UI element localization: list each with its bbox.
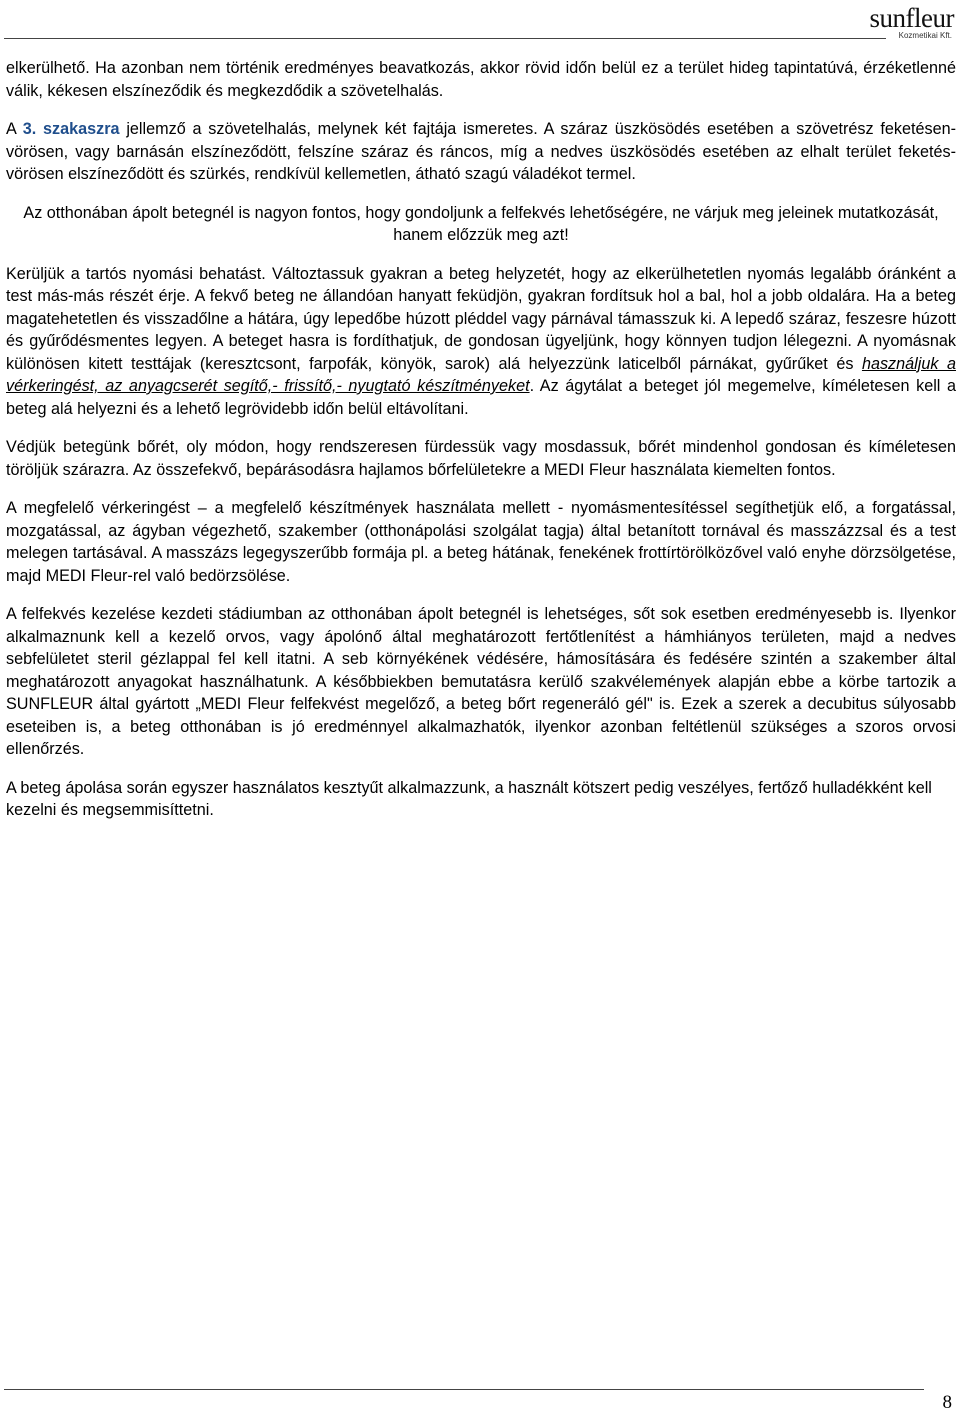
document-body <box>6 57 956 838</box>
page-number: 8 <box>942 1392 952 1413</box>
p2-lead: A <box>6 120 23 138</box>
p4-tail: . Az ágytálat a beteget jól megemelve, kíméletesen kell a beteg alá helyezni és a lehető legrövidebb időn belül eltávolítani. <box>6 377 956 418</box>
paragraph-7: A felfekvés kezelése kezdeti stádiumban az otthonában ápolt betegnél is lehetséges, sőt sok esetben eredményesebb is. Ilyenkor alkalmaznunk kell a kezelő orvos, vagy ápolónő által meghatározott fertőtlenítést a hámhiányos területen, majd a nedves sebfelületet steril gézlappal fel kell itatni. A seb környékének védésére, hámosítására és fedésére szintén a szakember által meghatározott anyagokat használhatunk. A későbbiekben bemutatásra kerülő szakvélemények alapján ebbe a körbe tartozik a SUNFLEUR által gyártott „MEDI Fleur felfekvést megelőző, a beteg bőrt regeneráló gél" is. Ezek a szerek a decubitus súlyosabb eseteiben is, a beteg otthonában is jó eredménnyel alkalmazhatók, ilyenkor azonban feltétlenül szükséges a szoros orvosi ellenőrzés. <box>6 605 956 758</box>
paragraph-3-emphasis: Az otthonában ápolt betegnél is nagyon fontos, hogy gondoljunk a felfekvés lehetőségére, ne várjuk meg jeleinek mutatkozását, hanem előzzük meg azt! <box>23 203 939 244</box>
p4-underlined: használjuk a vérkeringést, az anyagcserét segítő,- frissítő,- nyugtató készítményeket <box>6 354 956 395</box>
paragraph-8: A beteg ápolása során egyszer használatos kesztyűt alkalmazzunk, a használt kötszert pedig veszélyes, fertőző hulladékként kell kezelni és megsemmisíttetni. <box>6 778 932 819</box>
paragraph-2 <box>6 118 956 186</box>
logo-subtitle: Kozmetikai Kft. <box>898 31 952 40</box>
paragraph-1: elkerülhető. Ha azonban nem történik eredményes beavatkozás, akkor rövid időn belül ez a terület hideg tapintatúvá, érzéketlenné válik, kékesen elszíneződik és megkezdődik a szövetelhalás. <box>6 59 956 100</box>
logo-wordmark: sunfleur <box>869 3 954 33</box>
paragraph-4 <box>6 263 956 421</box>
paragraph-5: Védjük betegünk bőrét, oly módon, hogy rendszeresen fürdessük vagy mosdassuk, bőrét mindenhol gondosan és kíméletesen töröljük szárazra. Az összefekvő, bepárásodásra hajlamos bőrfelületekre a MEDI Fleur használata kiemelten fontos. <box>6 438 956 479</box>
p4-body: Kerüljük a tartós nyomási behatást. Változtassuk gyakran a beteg helyzetét, hogy az elkerülhetetlen nyomás legalább óránként a test más-más részét érje. A fekvő beteg ne állandóan hanyatt feküdjön, gyakran fordítsuk hol a bal, hol a jobb oldalára. Ha a beteg magatehetetlen és visszadőlne a hátára, úgy lepedőbe húzott pléddel vagy párnával támasszuk ki. A lepedő száraz, feszesre húzott és gyűrődésmentes legyen. A beteget hasra is fordíthatjuk, de gondosan ügyeljünk, hogy könnyen tudjon lélegezni. A nyomásnak különösen kitett testtájak (keresztcsont, farpofák, könyök, sarok) alá helyezzünk laticelből párnákat, gyűrűket és <box>6 264 956 373</box>
p2-body: jellemző a szövetelhalás, melynek két fajtája ismeretes. A száraz üszkösödés esetében a szövetrész feketésen-vörösen, vagy barnásán elszíneződött, felszíne száraz és ráncos, míg a nedves üszkösödés esetében az elhalt terület feketés-vörösen elszíneződött és szürkés, rendkívül kellemetlen, átható szagú váladékot termel. <box>6 120 956 183</box>
p2-space <box>36 120 43 138</box>
stage-label: szakaszra <box>43 120 120 138</box>
paragraph-6: A megfelelő vérkeringést – a megfelelő készítmények használata mellett - nyomásmentesítéssel segíthetjük elő, a forgatással, mozgatással, az ágyban végezhető, szakember (otthonápolási szolgálat tagja) által betanított tornával és masszázzsal és a test melegen tartásával. A masszázs legegyszerűbb formája pl. a beteg hátának, fenekének frottírtörölközővel való enyhe dörzsölgetése, majd MEDI Fleur-rel való bedörzsölése. <box>6 499 956 585</box>
stage-number: 3. <box>22 120 37 138</box>
company-logo <box>870 4 954 40</box>
footer-divider <box>4 1389 924 1390</box>
header-divider <box>4 38 886 39</box>
